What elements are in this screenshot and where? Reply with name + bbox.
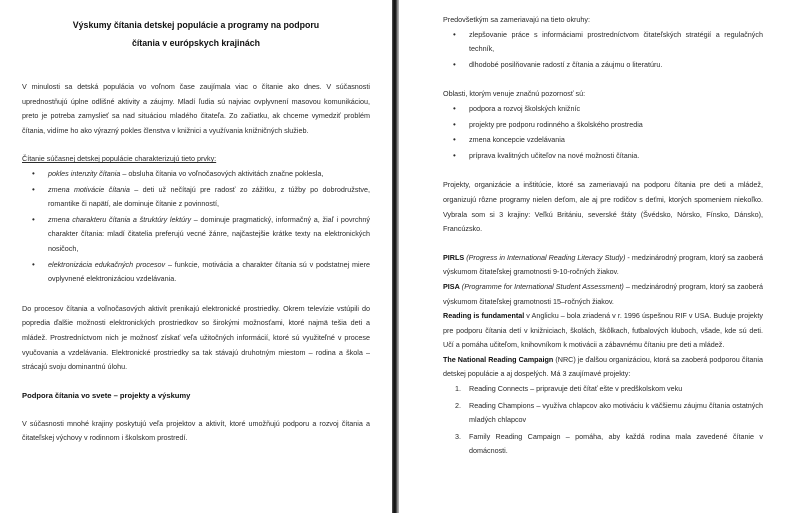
document-title — [22, 16, 370, 52]
title-line-1: Výskumy čítania detskej populácie a programy na podporu — [72, 20, 320, 30]
support-paragraph: V súčasnosti mnohé krajiny poskytujú veľa projektov a aktivít, ktoré umožňujú podporu a rozvoj čítania a čitateľskej výchovy v rodinnom i školskom prostredí. — [22, 418, 370, 443]
intro-paragraph: V minulosti sa detská populácia vo voľnom čase zaujímala viac o čítanie ako dnes. V súčasnosti uprednostňujú úplne odlišné aktivity a záujmy. Mladí ľudia sú najviac ovplyvnení masovou komunikáciou, preto je potreba zamyslieť sa nad situáciou mladého čitateľa. Zo začiatku, ak chceme vymedziť problém čítania, vidíme ho ako výrazný pokles členstva v knižnici a využívania knižničných služieb. — [22, 82, 370, 135]
list-heading: Čítanie súčasnej detskej populácie charakterizujú tieto prvky: — [22, 154, 217, 164]
list-item: • podpora a rozvoj školských knižníc — [443, 102, 763, 117]
list-item: • zmena motivácie čítania – deti už nečítajú pre radosť zo zážitku, z túžby po dobrodružstve, romantike či napätí, ale dominuje čítanie z povinností, — [22, 183, 370, 212]
list-item: 3. Family Reading Campaign – pomáha, aby každá rodina mala zavedené čítanie v domácnosti. — [455, 431, 763, 456]
focus-list — [443, 28, 763, 73]
nrc-paragraph: The National Reading Campaign (NRC) je ďalšou organizáciou, ktorá sa zaoberá podporou čítania detskej populácie a aj dospelých. Má 3 zaujímavé projekty: — [443, 354, 763, 379]
list-item: • príprava kvalitných učiteľov na nové možnosti čítania. — [443, 149, 763, 164]
list-item: • zmena koncepcie vzdelávania — [443, 133, 763, 148]
title-line-2: čítania v európskych krajinách — [131, 38, 261, 48]
characteristics-list — [22, 167, 370, 287]
pisa-paragraph: PISA (Programme for International Student Assessment) – medzinárodný program, ktorý sa zaoberá výskumom čitateľskej gramotnosti 15–ročných žiakov. — [443, 281, 763, 306]
areas-list — [443, 102, 763, 163]
section-heading: Podpora čítania vo svete – projekty a výskumy — [22, 390, 191, 400]
list-item: 2. Reading Champions – využíva chlapcov ako motiváciu k väčšiemu záujmu čítania ostatných mladých chlapcov — [455, 400, 763, 425]
list-item: • zmena charakteru čítania a štruktúry lektúry – dominuje pragmatický, informačný a, žiaľ i povrchný charakter čítania: mladí čitatelia preferujú vecné žánre, najčastejšie krátke texty na elektronických nosičoch, — [22, 213, 370, 257]
list-item: 1. Reading Connects – pripravuje deti čítať ešte v predškolskom veku — [455, 384, 683, 394]
focus-intro: Predovšetkým sa zameriavajú na tieto okruhy: — [443, 15, 591, 24]
electronic-media-paragraph: Do procesov čítania a voľnočasových aktivít prenikajú elektronické prostriedky. Okrem televízie vstúpili do popredia ďalšie možnosti elektronických prostriedkov so širokými možnosťami, ktoré najmä tešia deti a mládež. Prostredníctvom nich je možnosť získať veľa užitočných informácií, ktoré sú využiteľné v procese vyučovania a vzdelávania. Elektronické prostriedky sa tak stávajú druhotným miestom – rodina a škola – strácajú svoju dominantnú úlohu. — [22, 303, 370, 372]
list-item: • projekty pre podporu rodinného a školského prostredia — [443, 118, 763, 133]
list-item: • pokles intenzity čítania – obsluha čítania vo voľnočasových aktivitách značne poklesla, — [22, 167, 370, 182]
page-divider — [392, 0, 399, 513]
list-item: • elektronizácia edukačných procesov – funkcie, motivácia a charakter čítania sú v podstatnej miere ovplyvnené elektronizáciou vzdelávania. — [22, 258, 370, 287]
document-page-left — [0, 0, 392, 513]
list-item: • zlepšovanie práce s informáciami prostredníctvom čitateľských stratégií a regulačných techník, — [443, 28, 763, 57]
pirls-paragraph: PIRLS (Progress in International Reading Literacy Study) - medzinárodný program, ktorý sa zaoberá výskumom čitateľskej gramotnosti 9-10-ročných žiakov. — [443, 252, 763, 277]
list-item: • dlhodobé posilňovanie radostí z čítania a záujmu o literatúru. — [443, 58, 763, 73]
areas-intro: Oblasti, ktorým venuje značnú pozornosť sú: — [443, 89, 586, 99]
nrc-projects-list — [443, 382, 763, 459]
projects-paragraph: Projekty, organizácie a inštitúcie, ktoré sa zameriavajú na podporu čítania pre deti a mládež, organizujú rôzne programy nielen deťom, ale aj pre rodičov s deťmi, ktorých spomeniem niekoľko. Vybrala som si 3 krajiny: Veľkú Britániu, severské štáty (Švédsko, Nórsko, Fínsko, Dánsko), Francúzsko. — [443, 180, 763, 234]
rif-paragraph: Reading is fundamental v Anglicku – bola zriadená v r. 1996 úspešnou RIF v USA. Buduje projekty pre podporu čítania detí v knižniciach, školách, škôlkach, futbalových kluboch, všade, kde sú deti. Učí a pomáha učiteľom, knihovníkom k motivácii a zábavnému čítaniu pre deti a mládež. — [443, 311, 763, 350]
document-page-right — [399, 0, 800, 513]
